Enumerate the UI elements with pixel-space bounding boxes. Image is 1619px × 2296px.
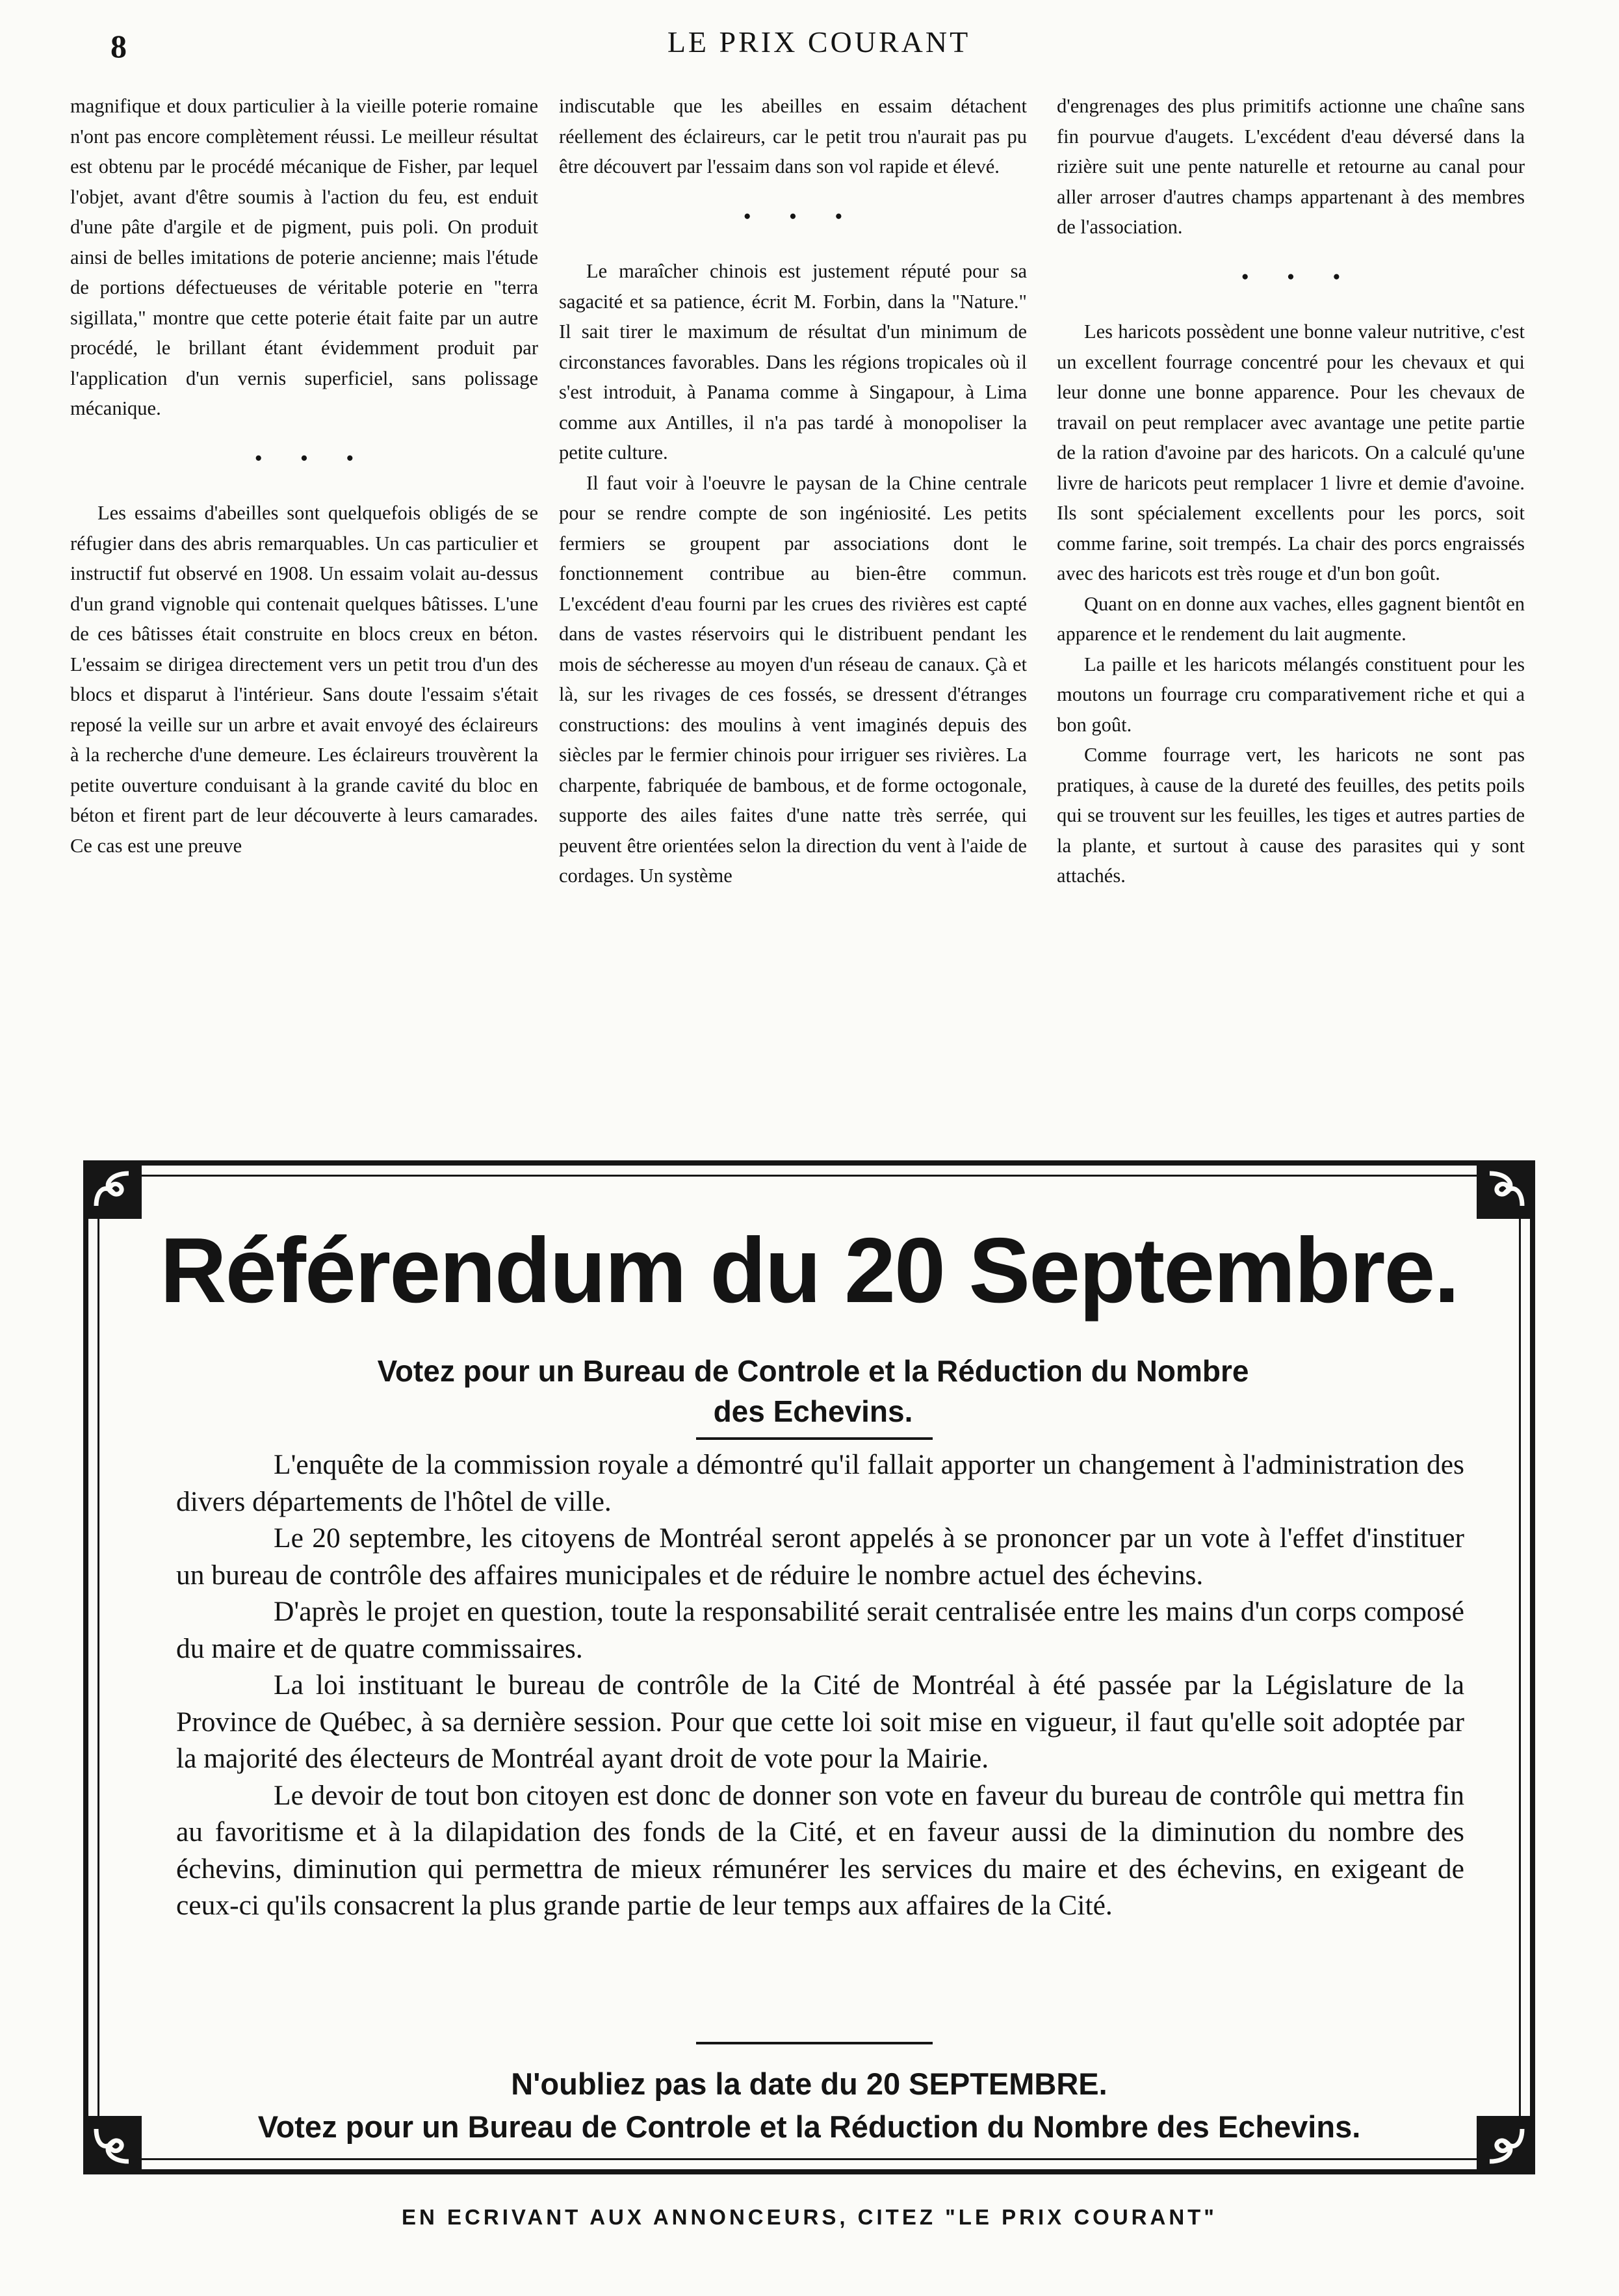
section-separator: • • • (744, 205, 859, 228)
column-2 (559, 91, 1027, 891)
paragraph: Il faut voir à l'oeuvre le paysan de la Chine centrale pour se rendre compte de son ingéniosité. Les petits fermiers se groupent par associations dont le fonctionnement contribue au bien-être commun. L'excédent d'eau fourni par les crues des rivières est capté dans de vastes réservoirs qui le distribuent pendant les mois de sécheresse au moyen d'un réseau de canaux. Çà et là, sur les rivages de ces fossés, se dressent d'étranges constructions: des moulins à vent imaginés depuis des siècles par le fermier chinois pour irriguer ses rivières. La charpente, fabriquée de bambous, et de forme octogonale, supporte des ailes faites d'une natte très serrée, qui peuvent être orientées selon la direction du vent à l'aide de cordages. Un système (559, 471, 1027, 887)
paragraph: Quant on en donne aux vaches, elles gagnent bientôt en apparence et le rendement du lait augmente. (1057, 592, 1525, 645)
referendum-advertisement (83, 1160, 1535, 2174)
paragraph: Comme fourrage vert, les haricots ne sont pas pratiques, à cause de la dureté des feuilles, des petits poils qui se trouvent sur les feuilles, les tiges et autres parties de la plante, et surtout à cause des parasites qui y sont attachés. (1057, 744, 1525, 887)
ad-paragraph: D'après le projet en question, toute la responsabilité serait centralisée entre les mains d'un corps composé du maire et de quatre commissaires. (176, 1596, 1464, 1664)
ad-footer-line: N'oubliez pas la date du 20 SEPTEMBRE. (511, 2067, 1107, 2101)
corner-ornament-icon (1477, 2116, 1535, 2174)
ad-footer (153, 2063, 1465, 2148)
ad-paragraph: L'enquête de la commission royale a démontré qu'il fallait apporter un changement à l'administration des divers départements de l'hôtel de ville. (176, 1449, 1464, 1517)
column-1 (70, 91, 538, 861)
ad-subheading: Votez pour un Bureau de Controle et la Réduction du Nombre des Echevins. (377, 1354, 1249, 1428)
section-separator: • • • (1241, 265, 1357, 288)
paragraph: magnifique et doux particulier à la vieille poterie romaine n'ont pas encore complètement réussi. Le meilleur résultat est obtenu par le procédé mécanique de Fisher, par lequel l'objet, avant d'être soumis à l'action du feu, est enduit d'une pâte d'argile et de pigment, puis poli. On produit ainsi de belles imitations de poterie ancienne; mais l'étude de portions défectueuses de véritable poterie en "terra sigillata," montre que cette poterie était faite par un autre procédé, le brillant étant évidemment produit par l'application d'un vernis superficiel, sans polissage mécanique. (70, 95, 538, 419)
publication-title: LE PRIX COURANT (667, 25, 971, 59)
page-header (97, 20, 1540, 65)
column-3 (1057, 91, 1525, 891)
article-columns (70, 91, 1533, 1131)
ad-body (176, 1446, 1464, 1924)
advertiser-notice: EN ECRIVANT AUX ANNONCEURS, CITEZ "LE PRIX COURANT" (402, 2205, 1217, 2229)
paragraph: Le maraîcher chinois est justement réputé pour sa sagacité et sa patience, écrit M. Forbin, dans la "Nature." Il sait tirer le maximum de résultat d'un minimum de circonstances favorables. Dans les régions tropicales où il s'est introduit, à Panama comme à Singapour, à Lima comme aux Antilles, il n'a pas tardé à monopoliser la petite culture. (559, 260, 1027, 463)
paragraph: indiscutable que les abeilles en essaim détachent réellement des éclaireurs, car le petit trou n'aurait pas pu être découvert par l'essaim dans son vol rapide et élevé. (559, 95, 1027, 177)
divider (696, 2042, 933, 2044)
page-number: 8 (110, 28, 127, 64)
ad-paragraph: La loi instituant le bureau de contrôle de la Cité de Montréal à été passée par la Législature de la Province de Québec, à sa dernière session. Pour que cette loi soit mise en vigueur, il faut qu'elle soit adoptée par la majorité des électeurs de Montréal ayant droit de vote pour la Mairie. (176, 1669, 1464, 1774)
paragraph: La paille et les haricots mélangés constituent pour les moutons un fourrage cru comparativement riche et qui a bon goût. (1057, 653, 1525, 736)
section-separator: • • • (255, 447, 370, 469)
corner-ornament-icon (83, 1160, 142, 1219)
divider (696, 1437, 933, 1440)
corner-ornament-icon (1477, 1160, 1535, 1219)
ad-footer-line: Votez pour un Bureau de Controle et la Réduction du Nombre des Echevins. (257, 2109, 1361, 2144)
corner-ornament-icon (83, 2116, 142, 2174)
ad-paragraph: Le devoir de tout bon citoyen est donc de donner son vote en faveur du bureau de contrôle qui mettra fin au favoritisme et à la dilapidation des fonds de la Cité, et en faveur aussi de la diminution du nombre des échevins, diminution qui permettra de mieux rémunérer les services du maire et des échevins, en exigeant de ceux-ci qu'ils consacrent la plus grande partie de leur temps aux affaires de la Cité. (176, 1779, 1464, 1921)
paragraph: Les haricots possèdent une bonne valeur nutritive, c'est un excellent fourrage concentré pour les chevaux et qui leur donne une bonne apparence. Pour les chevaux de travail on peut remplacer avec avantage une petite partie de la ration d'avoine par des haricots. On a calculé qu'une livre de haricots peut remplacer 1 livre et demie d'avoine. Ils sont spécialement excellents pour les porcs, soit comme farine, soit trempés. La chair des porcs engraissés avec des haricots est très rouge et d'un bon goût. (1057, 320, 1525, 584)
ad-heading: Référendum du 20 Septembre. (160, 1219, 1458, 1322)
paragraph: d'engrenages des plus primitifs actionne une chaîne sans fin pourvue d'augets. L'excédent d'eau déversé dans la rizière suit une pente naturelle et retourne au canal pour aller arroser d'autres champs appartenant à des membres de l'association. (1057, 95, 1525, 238)
paragraph: Les essaims d'abeilles sont quelquefois obligés de se réfugier dans des abris remarquables. Un cas particulier et instructif fut observé en 1908. Un essaim volait au-dessus d'un grand vignoble qui contenait quelques bâtisses. L'une de ces bâtisses était construite en blocs creux en béton. L'essaim se dirigea directement vers un petit trou d'un des blocs et disparut à l'intérieur. Sans doute l'essaim s'était reposé la veille sur un arbre et avait envoyé des éclaireurs à la recherche d'une demeure. Les éclaireurs trouvèrent la petite ouverture conduisant à la grande cavité du bloc en béton et firent part de leur découverte à leurs camarades. Ce cas est une preuve (70, 502, 538, 857)
ad-paragraph: Le 20 septembre, les citoyens de Montréal seront appelés à se prononcer par un vote à l'effet d'instituer un bureau de contrôle des affaires municipales et de réduire le nombre actuel des échevins. (176, 1522, 1464, 1591)
